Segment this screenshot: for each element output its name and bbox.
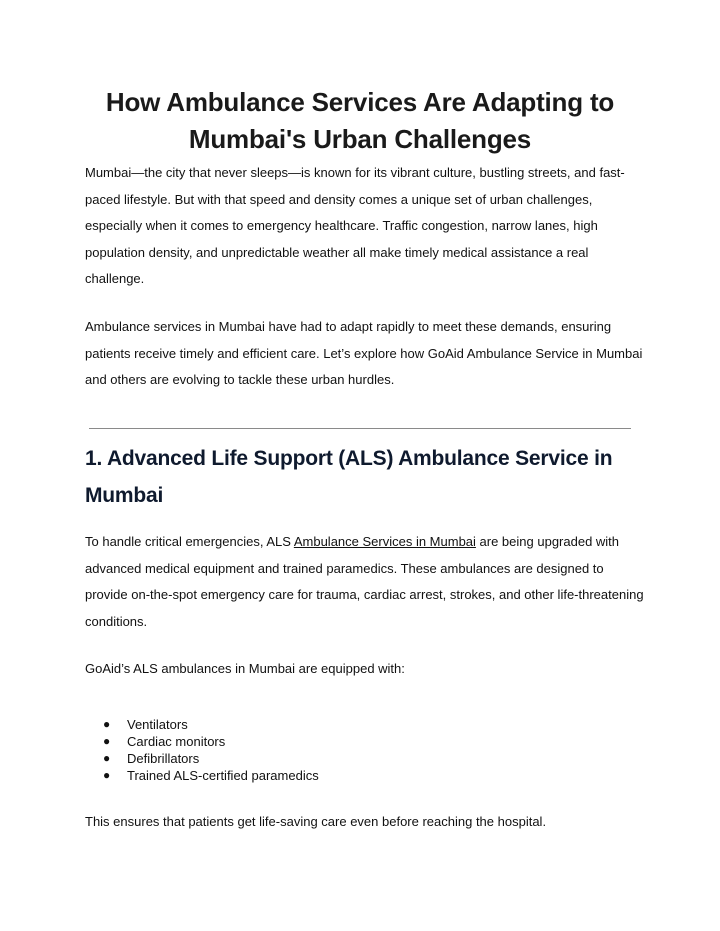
second-paragraph: Ambulance services in Mumbai have had to adapt rapidly to meet these demands, ensuring patients receive timely and efficient care. Let’s explore how GoAid Ambulance Service in Mumbai and others are evolving to tackle these urban hurdles. [85, 319, 643, 387]
list-item-text: Defibrillators [127, 751, 200, 766]
section-1-paragraph [85, 529, 645, 635]
equipped-intro: GoAid’s ALS ambulances in Mumbai are equipped with: [85, 661, 405, 676]
bullet-icon: ● [103, 734, 111, 748]
bullet-icon: ● [103, 717, 111, 731]
document-title: How Ambulance Services Are Adapting to Mumbai's Urban Challenges [105, 87, 615, 154]
list-item [85, 767, 319, 784]
list-item [85, 716, 319, 733]
bullet-icon: ● [103, 768, 111, 782]
bullet-icon: ● [103, 751, 111, 765]
list-item-text: Ventilators [127, 717, 188, 732]
list-item-text: Cardiac monitors [127, 734, 226, 749]
section-1-text-before-link: To handle critical emergencies, ALS [85, 534, 294, 549]
equipment-list [85, 716, 319, 784]
list-item [85, 733, 319, 750]
list-item [85, 750, 319, 767]
section-1-text-after-link: are being upgraded with advanced medical equipment and trained paramedics. These ambulances are designed to provide on-the-spot emergency care for trauma, cardiac arrest, strokes, and other life-threatening conditions. [85, 534, 644, 629]
ambulance-services-link[interactable]: Ambulance Services in Mumbai [293, 534, 476, 549]
intro-paragraph: Mumbai—the city that never sleeps—is known for its vibrant culture, bustling streets, and fast-paced lifestyle. But with that speed and density comes a unique set of urban challenges, especially when it comes to emergency healthcare. Traffic congestion, narrow lanes, high population density, and unpredictable weather all make timely medical assistance a real challenge. [85, 165, 625, 286]
closing-paragraph: This ensures that patients get life-saving care even before reaching the hospital. [85, 814, 547, 829]
section-1-heading: 1. Advanced Life Support (ALS) Ambulance Service in Mumbai [85, 447, 613, 507]
list-item-text: Trained ALS-certified paramedics [127, 768, 319, 783]
horizontal-divider [89, 428, 631, 429]
